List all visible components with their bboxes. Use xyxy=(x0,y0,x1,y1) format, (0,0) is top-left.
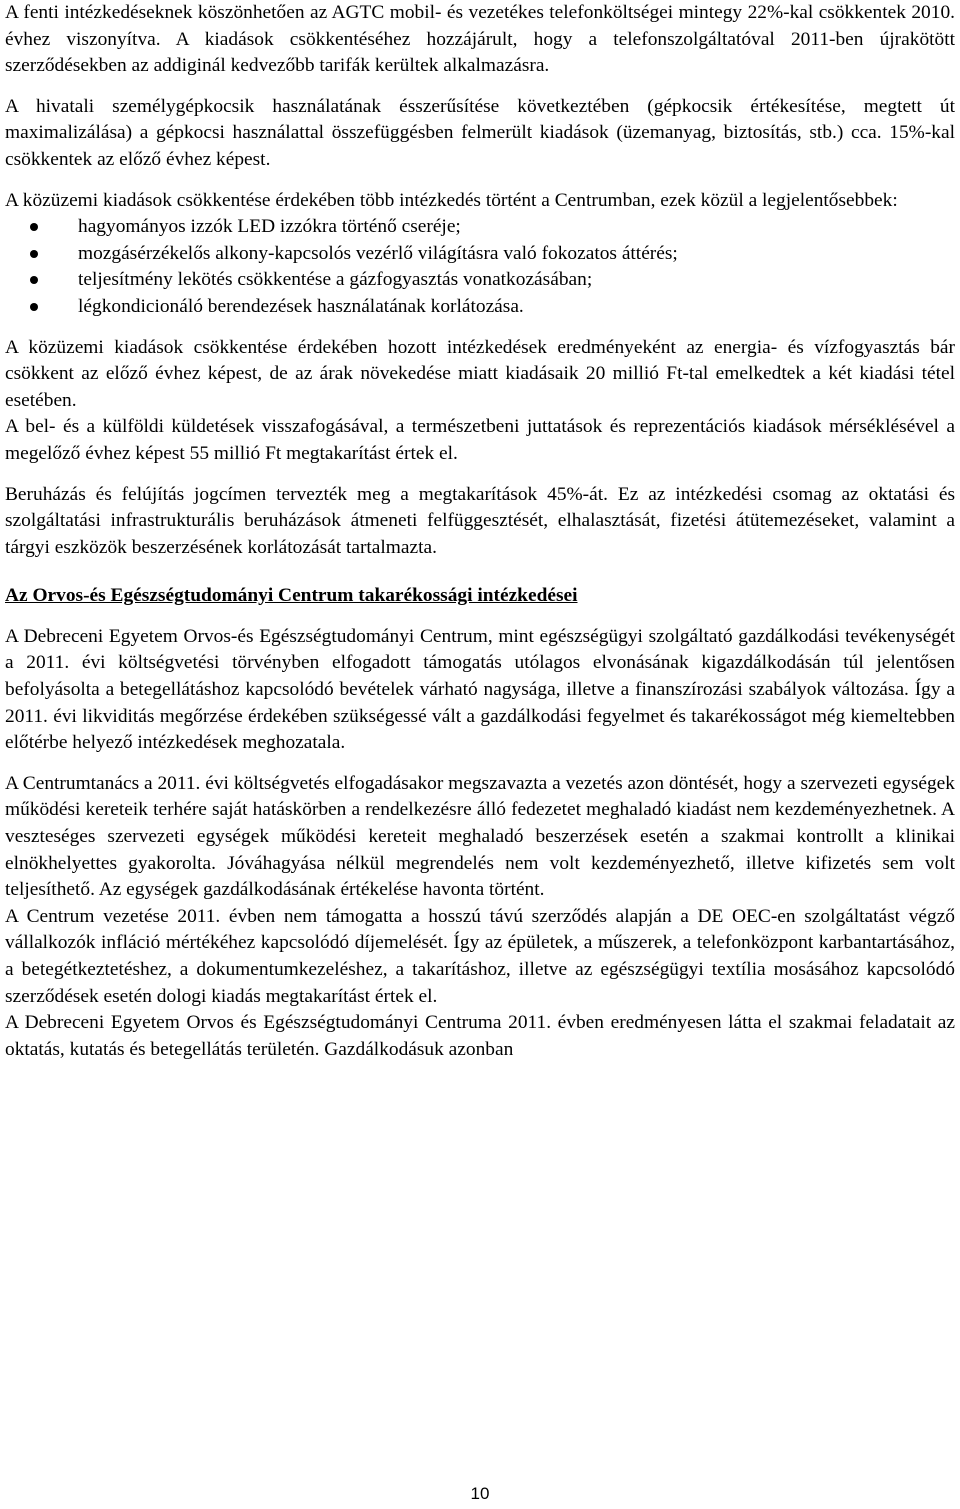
paragraph-results: A Debreceni Egyetem Orvos és Egészségtudományi Centruma 2011. évben eredményesen látta el szakmai feladatait az oktatás, kutatás és betegellátás területén. Gazdálkodásuk azonban xyxy=(5,1012,955,1060)
bullet-icon xyxy=(30,276,38,284)
paragraph-centre-overview: A Debreceni Egyetem Orvos-és Egészségtudományi Centrum, mint egészségügyi szolgáltató gazdálkodási tevékenységét a 2011. évi költségvetési törvényben elfogadott támogatás utólagos elvonásának kigazdálkodásán túl jelentősen befolyásolta a betegellátáshoz kapcsolódó bevételek várható nagysága, illetve a finanszírozási szabályok változása. Így a 2011. évi likviditás megőrzése érdekében szükségessé vált a gazdálkodási fegyelmet és takarékosságot még kiemeltebben előtérbe helyező intézkedések meghozatala. xyxy=(5,625,955,754)
paragraph-telephone-costs: A fenti intézkedéseknek köszönhetően az AGTC mobil- és vezetékes telefonköltségei mintegy 22%-kal csökkentek 2010. évhez viszonyítva. A kiadások csökkentéséhez hozzájárult, hogy a telefonszolgáltatóval 2011-ben újrakötött szerződésekben az addiginál kedvezőbb tarifák kerültek alkalmazásra. xyxy=(5,2,955,77)
list-item xyxy=(5,214,955,241)
paragraph-vehicle-costs: A hivatali személygépkocsik használatának ésszerűsítése következtében (gépkocsik értékesítése, megtett út maximalizálása) a gépkocsi használattal összefüggésben felmerült kiadások (üzemanyag, biztosítás, stb.) cca. 15%-kal csökkentek az előző évhez képest. xyxy=(5,95,955,170)
list-item-text: teljesítmény lekötés csökkentése a gázfogyasztás vonatkozásában; xyxy=(78,269,593,291)
page-number: 10 xyxy=(470,1484,490,1503)
list-item xyxy=(5,294,955,321)
paragraph-investment-savings: Beruházás és felújítás jogcímen tervezték meg a megtakarítások 45%-át. Ez az intézkedési csomag az oktatási és szolgáltatási infrastrukturális beruházások átmeneti felfüggesztését, elhalasztását, fizetési átütemezéseket, valamint a tárgyi eszközök beszerzésének korlátozását tartalmazta. xyxy=(5,483,955,558)
bullet-icon xyxy=(30,303,38,311)
list-item xyxy=(5,267,955,294)
bullet-icon xyxy=(30,223,38,231)
section-heading: Az Orvos-és Egészségtudományi Centrum takarékossági intézkedései xyxy=(5,585,578,607)
utility-measures-list xyxy=(5,214,955,320)
list-item-text: hagyományos izzók LED izzókra történő cseréje; xyxy=(78,216,461,238)
list-item xyxy=(5,241,955,268)
paragraph-contract-fees: A Centrum vezetése 2011. évben nem támogatta a hosszú távú szerződés alapján a DE OEC-en szolgáltatást végző vállalkozók infláció mértékéhez kapcsolódó díjemelését. Így az épületek, a műszerek, a telefonközpont karbantartásához, a betegétkeztetéshez, a dokumentumkezeléshez, a takarításhoz, illetve az egészségügyi textília mosásához kapcsolódó szerződések esetén dologi kiadás megtakarítást értek el. xyxy=(5,905,955,1007)
document-page xyxy=(5,0,955,1063)
bullet-icon xyxy=(30,250,38,258)
list-item-text: légkondicionáló berendezések használatának korlátozása. xyxy=(78,295,524,317)
paragraph-travel-savings: A bel- és a külföldi küldetések visszafogásával, a természetbeni juttatások és reprezentációs kiadások mérséklésével a megelőző évhez képest 55 millió Ft megtakarítást értek el. xyxy=(5,416,955,464)
paragraph-utility-measures-intro: A közüzemi kiadások csökkentése érdekében több intézkedés történt a Centrumban, ezek közül a legjelentősebbek: xyxy=(5,189,898,211)
list-item-text: mozgásérzékelős alkony-kapcsolós vezérlő világításra való fokozatos áttérés; xyxy=(78,242,678,264)
paragraph-utility-results: A közüzemi kiadások csökkentése érdekében hozott intézkedések eredményeként az energia- és vízfogyasztás bár csökkent az előző évhez képest, de az árak növekedése miatt kiadásaik 20 millió Ft-tal emelkedtek a két kiadási tétel esetében. xyxy=(5,336,955,411)
paragraph-council-decision: A Centrumtanács a 2011. évi költségvetés elfogadásakor megszavazta a vezetés azon döntését, hogy a szervezeti egységek működési kereteik terhére saját hatáskörben a rendelkezésre álló fedezetet meghaladó kiadást nem kezdeményezhetnek. A veszteséges szervezeti egységek működési kereteit meghaladó beszerzések esetén a szakmai kontrollt a klinikai elnökhelyettes gyakorolta. Jóváhagyása nélkül megrendelés nem volt kezdeményezhető, illetve kifizetés sem volt teljesíthető. Az egységek gazdálkodásának értékelése havonta történt. xyxy=(5,772,955,901)
